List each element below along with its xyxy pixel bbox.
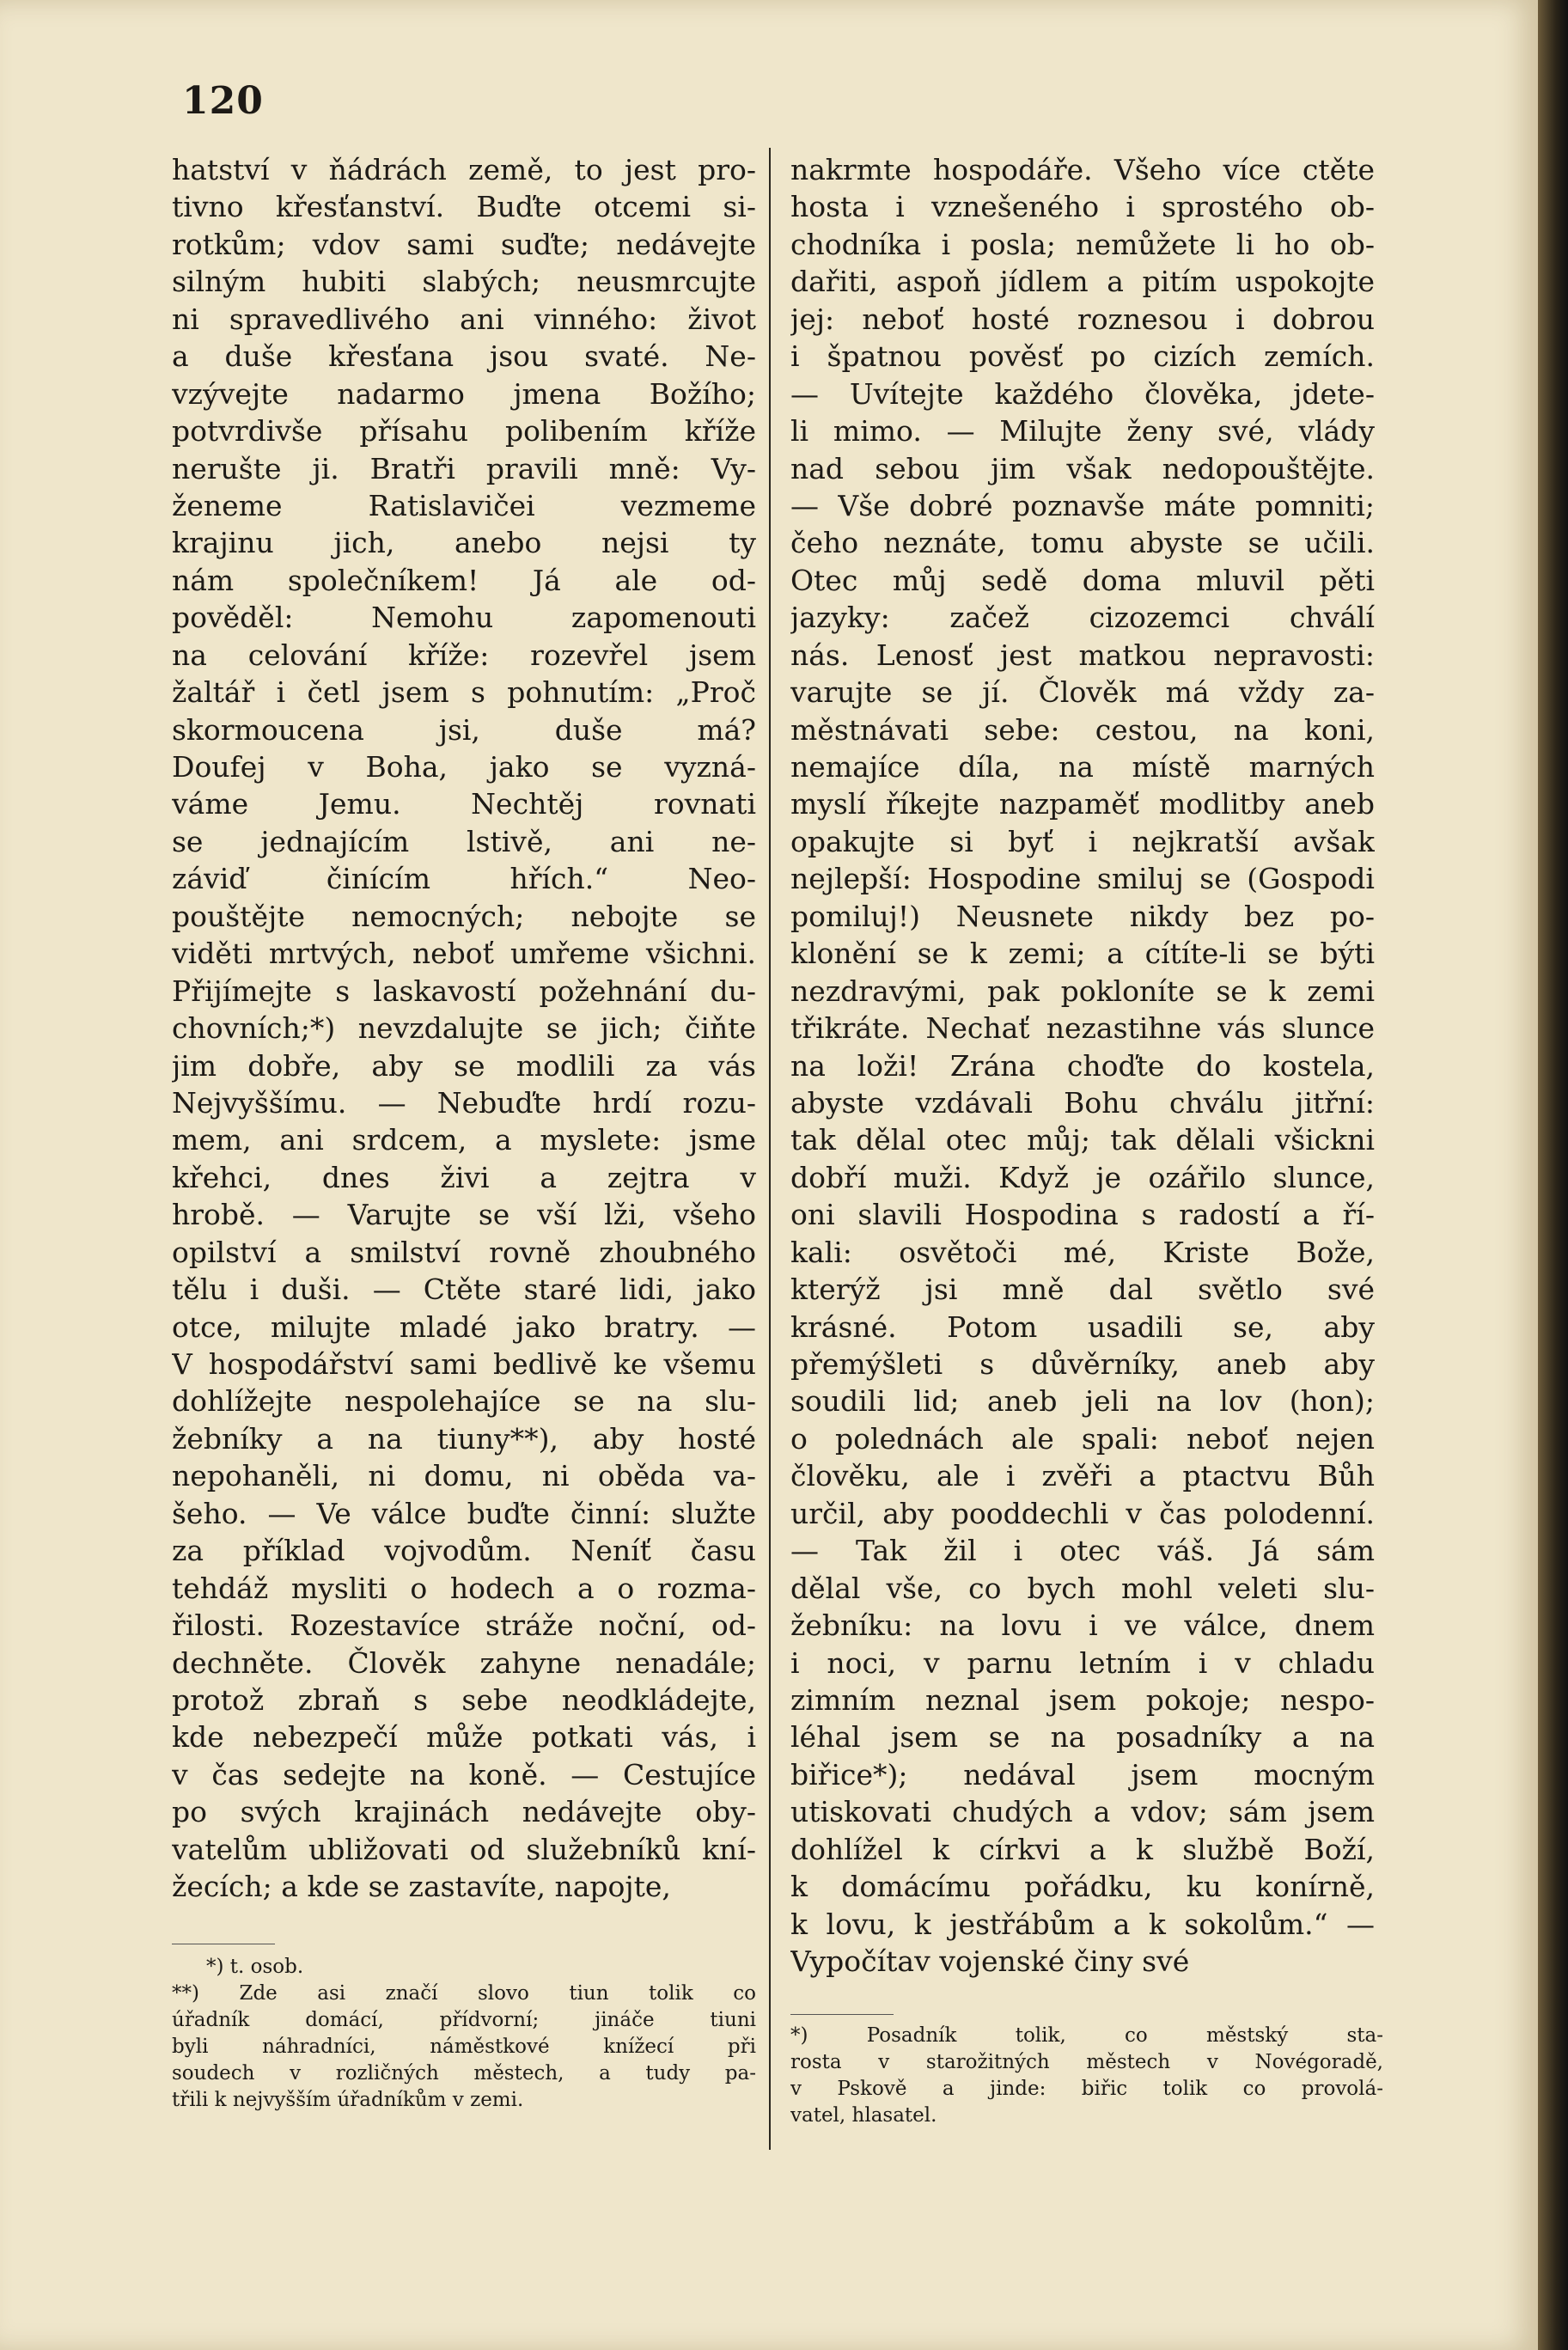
text-line: — Vše dobré poznavše máte pomniti; (790, 488, 1375, 522)
text-line: žebníku: na lovu i ve válce, dnem (790, 1608, 1375, 1643)
text-line: žaltář i četl jsem s pohnutím: „Proč (172, 675, 756, 710)
text-line: k lovu, k jestřábům a k sokolům.“ — (790, 1907, 1375, 1941)
text-line: čeho neznáte, tomu abyste se učili. (790, 526, 1375, 560)
text-line: Otec můj sedě doma mluvil pěti (790, 563, 1375, 597)
text-line: biřice*); nedával jsem mocným (790, 1757, 1375, 1791)
column-divider (769, 148, 771, 2150)
text-line: nerušte ji. Bratři pravili mně: Vy- (172, 451, 756, 485)
text-line: a duše křesťana jsou svaté. Ne- (172, 339, 756, 374)
text-line: přemýšleti s důvěrníky, aneb aby (790, 1347, 1375, 1381)
text-line: žebníky a na tiuny**), aby hosté (172, 1421, 756, 1456)
text-line: vatelům ubližovati od služebníků kní- (172, 1832, 756, 1866)
right-text-column (790, 151, 1375, 1980)
text-line: klonění se k zemi; a cítíte-li se býti (790, 937, 1375, 971)
text-line: léhal jsem se na posadníky a na (790, 1720, 1375, 1755)
text-line: skormoucena jsi, duše má? (172, 712, 756, 747)
text-line: tehdáž mysliti o hodech a o rozma- (172, 1571, 756, 1605)
text-line: ženeme Ratislavičei vezmeme (172, 488, 756, 522)
text-line: na loži! Zrána choďte do kostela, (790, 1048, 1375, 1083)
text-line: jim dobře, aby se modlili za vás (172, 1048, 756, 1083)
text-line: po svých krajinách nedávejte oby- (172, 1795, 756, 1829)
text-line: řilosti. Rozestavíce stráže noční, od- (172, 1608, 756, 1643)
text-line: Přijímejte s laskavostí požehnání du- (172, 974, 756, 1008)
text-line: městnávati sebe: cestou, na koni, (790, 712, 1375, 747)
text-line: soudili lid; aneb jeli na lov (hon); (790, 1384, 1375, 1419)
text-line: váme Jemu. Nechtěj rovnati (172, 787, 756, 821)
text-line: zimním neznal jsem pokoje; nespo- (790, 1682, 1375, 1717)
text-line: určil, aby pooddechli v čas polodenní. (790, 1496, 1375, 1530)
text-line: nepohaněli, ni domu, ni oběda va- (172, 1459, 756, 1493)
text-line: jej: neboť hosté roznesou i dobrou (790, 302, 1375, 336)
footnotes-right (790, 2023, 1383, 2129)
text-line: nejlepší: Hospodine smiluj se (Gospodi (790, 862, 1375, 896)
text-line: dobří muži. Když je ozářilo slunce, (790, 1160, 1375, 1194)
text-line: viděti mrtvých, neboť umřeme všichni. (172, 937, 756, 971)
footnote-line: *) t. osob. (206, 1956, 304, 1978)
footnote-separator-right (790, 2014, 894, 2015)
footnote-line: *) Posadník tolik, co městský sta- (790, 2024, 1383, 2047)
text-line: Nejvyššímu. — Nebuďte hrdí rozu- (172, 1085, 756, 1120)
text-line: krásné. Potom usadili se, aby (790, 1309, 1375, 1344)
text-line: tivno křesťanství. Buďte otcemi si- (172, 190, 756, 224)
text-line: rotkům; vdov sami suďte; nedávejte (172, 227, 756, 261)
text-line: otce, milujte mladé jako bratry. — (172, 1309, 756, 1344)
text-line: kde nebezpečí může potkati vás, i (172, 1720, 756, 1755)
text-line: nezdravými, pak pokloníte se k zemi (790, 974, 1375, 1008)
footnote-line: úřadník domácí, přídvorní; jináče tiuni (172, 2009, 756, 2031)
text-line: vzývejte nadarmo jmena Božího; (172, 376, 756, 411)
text-line: krajinu jich, anebo nejsi ty (172, 526, 756, 560)
text-line: chodníka i posla; nemůžete li ho ob- (790, 227, 1375, 261)
text-line: žecích; a kde se zastavíte, napojte, (172, 1870, 671, 1904)
text-line: o polednách ale spali: neboť nejen (790, 1421, 1375, 1456)
text-line: nemajíce díla, na místě marných (790, 750, 1375, 784)
text-line: nad sebou jim však nedopouštějte. (790, 451, 1375, 485)
text-line: třikráte. Nechať nezastihne vás slunce (790, 1011, 1375, 1046)
text-line: myslí říkejte nazpaměť modlitby aneb (790, 787, 1375, 821)
text-line: se jednajícím lstivě, ani ne- (172, 824, 756, 858)
text-line: opilství a smilství rovně zhoubného (172, 1235, 756, 1269)
footnote-line: rosta v starožitných městech v Novégoradě, (790, 2051, 1383, 2073)
text-line: ni spravedlivého ani vinného: život (172, 302, 756, 336)
text-line: li mimo. — Milujte ženy své, vlády (790, 414, 1375, 449)
text-line: mem, ani srdcem, a myslete: jsme (172, 1123, 756, 1157)
left-text-column (172, 151, 756, 1906)
text-line: dařiti, aspoň jídlem a pitím uspokojte (790, 265, 1375, 299)
text-line: — Tak žil i otec váš. Já sám (790, 1534, 1375, 1568)
text-line: nakrmte hospodáře. Všeho více ctěte (790, 153, 1375, 186)
text-line: hrobě. — Varujte se vší lži, všeho (172, 1198, 756, 1232)
text-line: tělu i duši. — Ctěte staré lidi, jako (172, 1273, 756, 1307)
text-line: záviď činícím hřích.“ Neo- (172, 862, 756, 896)
footnote-line: **) Zde asi značí slovo tiun tolik co (172, 1982, 756, 2005)
text-line: — Uvítejte každého člověka, jdete- (790, 376, 1375, 411)
footnote-line: třili k nejvyšším úřadníkům v zemi. (172, 2089, 524, 2111)
text-line: V hospodářství sami bedlivě ke všemu (172, 1347, 756, 1381)
text-line: silným hubiti slabých; neusmrcujte (172, 265, 756, 299)
footnote-line: byli náhradníci, náměstkové knížecí při (172, 2036, 756, 2058)
text-line: kterýž jsi mně dal světlo své (790, 1273, 1375, 1307)
text-line: dechněte. Člověk zahyne nenadále; (172, 1645, 756, 1680)
page-edge-shadow (1538, 0, 1568, 2350)
text-line: nás. Lenosť jest matkou nepravosti: (790, 638, 1375, 672)
text-line: k domácímu pořádku, ku konírně, (790, 1870, 1375, 1904)
text-line: kali: osvětoči mé, Kriste Bože, (790, 1235, 1375, 1269)
text-line: i noci, v parnu letním i v chladu (790, 1645, 1375, 1680)
text-line: dohlížejte nespolehajíce se na slu- (172, 1384, 756, 1419)
text-line: abyste vzdávali Bohu chválu jitřní: (790, 1085, 1375, 1120)
text-line: hatství v ňádrách země, to jest pro- (172, 153, 756, 186)
footnotes-left (172, 1954, 756, 2114)
text-line: opakujte si byť i nejkratší avšak (790, 824, 1375, 858)
text-line: protož zbraň s sebe neodkládejte, (172, 1682, 756, 1717)
footnote-line: v Pskově a jinde: biřic tolik co provolá- (790, 2078, 1383, 2100)
text-line: potvrdivše přísahu polibením kříže (172, 414, 756, 449)
text-line: utiskovati chudých a vdov; sám jsem (790, 1795, 1375, 1829)
text-line: pověděl: Nemohu zapomenouti (172, 601, 756, 635)
text-line: za příklad vojvodům. Neníť času (172, 1534, 756, 1568)
footnote-line: vatel, hlasatel. (790, 2104, 937, 2127)
text-line: i špatnou pověsť po cizích zemích. (790, 339, 1375, 374)
text-line: pouštějte nemocných; nebojte se (172, 899, 756, 933)
text-line: křehci, dnes živi a zejtra v (172, 1160, 756, 1194)
text-line: oni slavili Hospodina s radostí a ří- (790, 1198, 1375, 1232)
footnote-line: soudech v rozličných městech, a tudy pa- (172, 2062, 756, 2084)
page-number: 120 (182, 79, 264, 123)
text-line: tak dělal otec můj; tak dělali všickni (790, 1123, 1375, 1157)
text-line: pomiluj!) Neusnete nikdy bez po- (790, 899, 1375, 933)
text-line: jazyky: začež cizozemci chválí (790, 601, 1375, 635)
text-line: šeho. — Ve válce buďte činní: služte (172, 1496, 756, 1530)
text-line: varujte se jí. Člověk má vždy za- (790, 675, 1375, 710)
text-line: nám společníkem! Já ale od- (172, 563, 756, 597)
text-line: na celování kříže: rozevřel jsem (172, 638, 756, 672)
text-line: v čas sedejte na koně. — Cestujíce (172, 1757, 756, 1791)
text-line: Vypočítav vojenské činy své (790, 1944, 1190, 1978)
text-line: člověku, ale i zvěři a ptactvu Bůh (790, 1459, 1375, 1493)
text-line: dělal vše, co bych mohl veleti slu- (790, 1571, 1375, 1605)
text-line: chovních;*) nevzdalujte se jich; čiňte (172, 1011, 756, 1046)
text-line: Doufej v Boha, jako se vyzná- (172, 750, 756, 784)
text-line: dohlížel k církvi a k službě Boží, (790, 1832, 1375, 1866)
text-line: hosta i vznešeného i sprostého ob- (790, 190, 1375, 224)
